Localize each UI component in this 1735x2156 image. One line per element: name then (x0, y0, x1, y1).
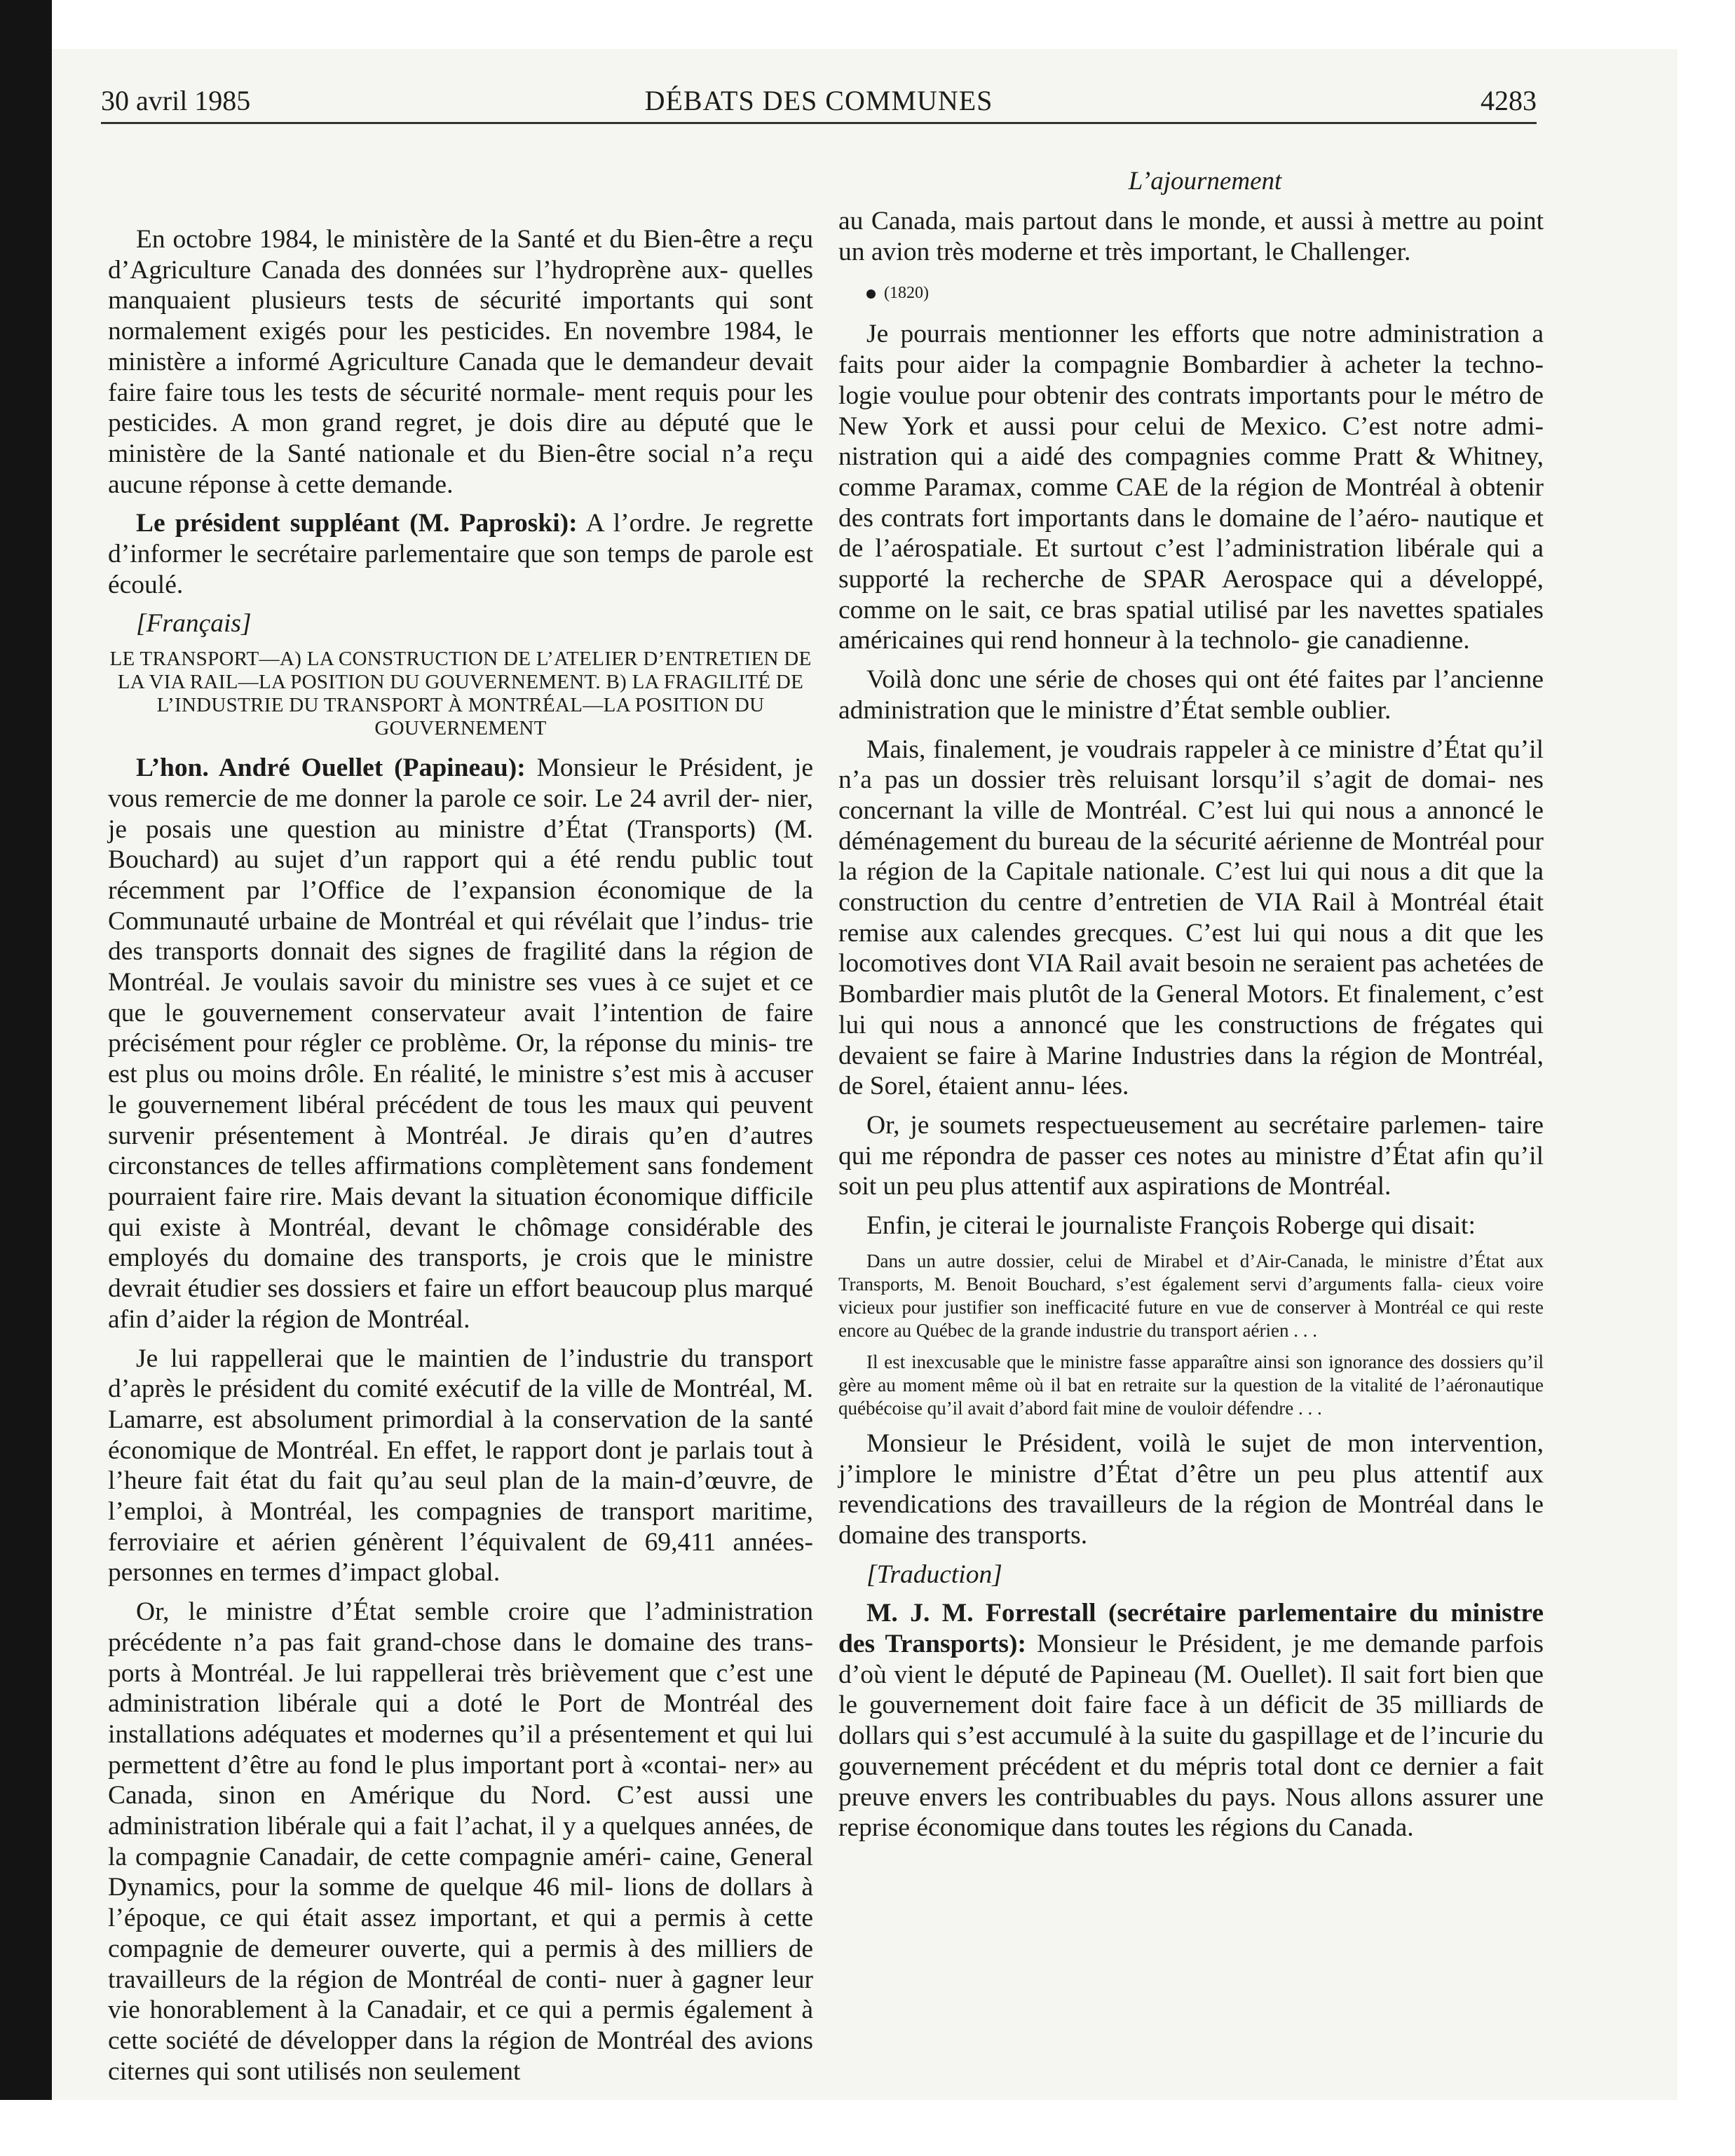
speaker-name: Le président suppléant (M. Paproski): (136, 509, 578, 538)
speaker-name: L’hon. André Ouellet (Papineau): (136, 753, 526, 783)
timestamp (838, 275, 1544, 311)
left-column (108, 224, 813, 2095)
section-heading: LE TRANSPORT—A) LA CONSTRUCTION DE L’ATELIER D’ENTRETIEN DE LA VIA RAIL—LA POSITION DU GOUVERNEMENT. B) LA FRAGILITÉ DE L’INDUSTRIE DU TRANSPORT À MONTRÉAL—LA POSITION DU GOUVERNEMENT (109, 648, 812, 740)
paragraph (838, 1598, 1544, 1843)
header-title: DÉBATS DES COMMUNES (644, 85, 993, 116)
speech-text: A l’ordre. Je regrette d’informer le secrétaire parlementaire que son temps de parole est écoulé. (108, 509, 813, 599)
running-title: L’ajournement (1128, 167, 1282, 196)
section-tag: [Français] (136, 609, 252, 639)
scan-border-left (0, 0, 52, 2156)
header-date: 30 avril 1985 (101, 85, 251, 116)
header-page-number: 4283 (1481, 85, 1537, 116)
paragraph: Je pourrais mentionner les efforts que notre administration a faits pour aider la compagnie Bombardier à acheter la techno- logie voulue pour obtenir des contrats importants pour le métro de New York et aussi pour celui de Mexico. C’est notre admi- nistration qui a aidé des compagnies comme Pratt & Whitney, comme Paramax, comme CAE de la région de Montréal à obtenir des contrats fort importants dans le domaine de l’aéro- nautique et de l’aérospatiale. Et surtout c’est l’administration libérale qui a supporté la recherche de SPAR Aerospace qui a développé, comme on le sait, ce bras spatial utilisé par les navettes spatiales américaines qui rend honneur à la technolo- gie canadienne. (838, 320, 1544, 655)
paragraph: Voilà donc une série de choses qui ont été faites par l’ancienne administration que le ministre d’État semble oublier. (838, 665, 1544, 725)
paragraph: au Canada, mais partout dans le monde, et aussi à mettre au point un avion très moderne et très important, le Challenger. (838, 207, 1544, 266)
timestamp-text: (1820) (884, 284, 929, 303)
paragraph: Monsieur le Président, voilà le sujet de mon intervention, j’implore le ministre d’État d’être un peu plus attentif aux revendications des travailleurs de la région de Montréal dans le domaine des transports. (838, 1428, 1544, 1550)
scan-border-top (0, 0, 1735, 49)
paragraph (108, 508, 813, 600)
paragraph: Or, le ministre d’État semble croire que l’administration précédente n’a pas fait grand-chose dans le domaine des trans- ports à Montréal. Je lui rappellerai très brièvement que c’est une administration libérale qui a doté le Port de Montréal des installations adéquates et modernes qu’il a présentement et qui lui permettent d’être au fond le plus important port à «contai- ner» au Canada, sinon en Amérique du Nord. C’est aussi une administration libérale qui a fait l’achat, il y a quelques années, de la compagnie Canadair, de cette compagnie améri- caine, General Dynamics, pour la somme de quelque 46 mil- lions de dollars à l’époque, ce qui était assez important, et qui a permis à cette compagnie de demeurer ouverte, qui a permis à des milliers de travailleurs de la région de Montréal de conti- nuer à gagner leur vie honorablement à la Canadair, et ce qui a permis également à cette société de développer dans la région de Montréal des avions citernes qui sont utilisés non seulement (108, 1597, 813, 2086)
paragraph: En octobre 1984, le ministère de la Santé et du Bien-être a reçu d’Agriculture Canada des données sur l’hydroprène aux- quelles manquaient plusieurs tests de sécurité importants qui sont normalement exigés pour les pesticides. En novembre 1984, le ministère a informé Agriculture Canada que le demandeur devait faire faire tous les tests de sécurité normale- ment requis pour les pesticides. A mon grand regret, je dois dire au député que le ministère de la Santé nationale et du Bien-être social n’a reçu aucune réponse à cette demande. (108, 225, 813, 499)
speech-text: Monsieur le Président, je me demande parfois d’où vient le député de Papineau (M. Ouellet). Il sait fort bien que le gouvernement doit faire face à un déficit de 35 milliards de dollars qui s’est accumulé à la suite du gaspillage et de l’incurie du gouvernement précédent et du mépris total dont ce dernier a fait preuve envers les contribuables du pays. Nous allons assurer une reprise économique dans toutes les régions du Canada. (838, 1630, 1544, 1843)
speech-text: Monsieur le Président, je vous remercie de me donner la parole ce soir. Le 24 avril der- nier, je posais une question au ministre d’État (Transports) (M. Bouchard) au sujet d’un rapport qui a été rendu public tout récemment par l’Office de l’expansion économique de la Communauté urbaine de Montréal et qui révélait que l’indus- trie des transports donnait des signes de fragilité dans la région de Montréal. Je voulais savoir du ministre ses vues à ce sujet et ce que le gouvernement conservateur avait l’intention de faire précisément pour régler ce problème. Or, la réponse du minis- tre est plus ou moins drôle. En réalité, le ministre s’est mis à accuser le gouvernement libéral précédent de tous les maux qui peuvent survenir présentement à Montréal. Je dirais qu’en d’autres circonstances de telles affirmations complètement sans fondement pourraient faire rire. Mais devant la situation économique difficile qui existe à Montréal, devant le chômage considérable des employés du domaine des transports, je crois que le ministre devrait étudier ses dossiers et faire un effort beaucoup plus marqué afin d’aider la région de Montréal. (108, 753, 813, 1334)
scan-border-bottom (0, 2100, 1735, 2156)
speaker-name: M. J. M. Forrestall (secrétaire parlementaire du ministre des Transports): (838, 1599, 1544, 1659)
paragraph (108, 753, 813, 1335)
block-quote: Dans un autre dossier, celui de Mirabel et d’Air-Canada, le ministre d’État aux Transports, M. Benoit Bouchard, s’est également servi d’arguments falla- cieux voire vicieux pour justifier son inefficacité future en vue de conserver à Montréal ce qui reste encore au Québec de la grande industrie du transport aérien . . . (838, 1250, 1544, 1341)
bullet-icon (866, 289, 876, 299)
page-header (101, 80, 1537, 124)
paragraph: Enfin, je citerai le journaliste François Roberge qui disait: (866, 1211, 1476, 1241)
paragraph: Mais, finalement, je voudrais rappeler à ce ministre d’État qu’il n’a pas un dossier très reluisant lorsqu’il s’agit de domai- nes concernant la ville de Montréal. C’est lui qui nous a annoncé le déménagement du bureau de la sécurité aérienne de Montréal pour la région de la Capitale nationale. C’est lui qui nous a dit que la construction du centre d’entretien de VIA Rail à Montréal était remise aux calendes grecques. C’est lui qui nous a dit que les locomotives dont VIA Rail avait besoin ne seraient pas achetées de Bombardier mais plutôt de la General Motors. Et finalement, c’est lui qui nous a annoncé que les constructions de frégates qui devaient se faire à Marine Industries dans la région de Montréal, de Sorel, étaient annu- lées. (838, 735, 1544, 1101)
right-column (838, 165, 1544, 1852)
section-tag: [Traduction] (866, 1560, 1002, 1589)
paragraph: Or, je soumets respectueusement au secrétaire parlemen- taire qui me répondra de passer ces notes au ministre d’État afin qu’il soit un peu plus attentif aux aspirations de Montréal. (838, 1110, 1544, 1201)
scan-border-right (1678, 0, 1735, 2156)
block-quote: Il est inexcusable que le ministre fasse apparaître ainsi son ignorance des dossiers qu’il gère au moment même où il bat en retraite sur la question de la vitalité de l’aéronautique québécoise qu’il avait d’abord fait mine de vouloir défendre . . . (838, 1351, 1544, 1419)
paragraph: Je lui rappellerai que le maintien de l’industrie du transport d’après le président du comité exécutif de la ville de Montréal, M. Lamarre, est absolument primordial à la conservation de la santé économique de Montréal. En effet, le rapport dont je parlais tout à l’heure fait état du fait qu’au seul plan de la main-d’œuvre, de l’emploi, à Montréal, les compagnies de transport maritime, ferroviaire et aérien génèrent l’équivalent de 69,411 années-personnes en termes d’impact global. (108, 1344, 813, 1588)
